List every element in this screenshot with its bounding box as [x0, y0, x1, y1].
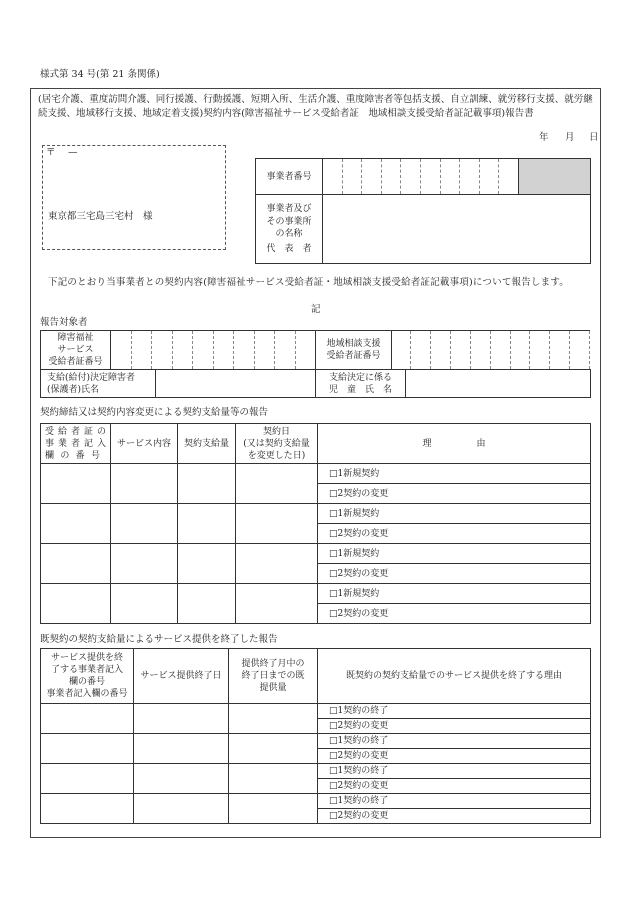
business-number-shaded-cell	[518, 159, 590, 195]
contract-amount-cell	[178, 544, 236, 584]
date-month-label: 月	[565, 132, 575, 143]
termination-cert-number-cell	[41, 734, 134, 764]
termination-report-heading: 既契約の契約支給量によるサービス提供を終了した報告	[40, 634, 278, 645]
table-row	[41, 704, 591, 719]
termination-cert-number-header	[41, 649, 134, 704]
regional-cert-digit-cell	[431, 331, 451, 370]
service-end-date-cell	[134, 734, 229, 764]
cert-number-cell	[41, 464, 111, 504]
contract-end-option: □1契約の終了	[318, 794, 591, 809]
welfare-cert-digit-cell	[295, 331, 316, 370]
business-name-label-line: の名称	[275, 229, 303, 239]
contract-date-header-line: (又は契約支給量	[243, 438, 310, 449]
business-number-digit-cell	[342, 159, 362, 195]
new-contract-option: □1新規契約	[318, 584, 591, 604]
business-name-row	[256, 195, 591, 264]
table-row	[41, 464, 591, 484]
contract-end-option: □1契約の終了	[318, 764, 591, 779]
contract-amount-cell	[178, 504, 236, 544]
contract-date-header-line: を変更した日)	[247, 450, 306, 461]
child-label-line: 児 童 氏 名	[328, 384, 392, 395]
regional-cert-digit-cell	[451, 331, 471, 370]
welfare-cert-label-line: 障害福祉	[57, 333, 94, 343]
welfare-cert-label-line: サービス	[57, 345, 94, 355]
table-row	[41, 331, 590, 370]
business-number-digit-cell	[381, 159, 401, 195]
decision-holder-label-line: 支給(給付)決定障害者	[47, 372, 136, 383]
regional-support-cert-number-label	[316, 331, 391, 370]
business-number-digit-cell	[323, 159, 343, 195]
regional-cert-digit-cell	[510, 331, 530, 370]
service-content-header: サービス内容	[111, 424, 178, 464]
business-name-label-line: 事業者及び	[266, 204, 312, 214]
contract-date-cell	[236, 504, 318, 544]
contract-change-option: □2契約の変更	[318, 564, 591, 584]
service-end-date-header: サービス提供終了日	[134, 649, 229, 704]
contract-report-table	[40, 423, 591, 624]
business-name-label-line: その事業所	[266, 216, 312, 227]
welfare-cert-digit-cell	[111, 331, 132, 370]
termination-cert-number-cell	[41, 794, 134, 824]
business-number-digit-cell	[479, 159, 499, 195]
child-label-line: 支給決定に係る	[328, 372, 392, 383]
contract-end-option: □1契約の終了	[318, 734, 591, 749]
service-content-cell	[111, 504, 178, 544]
cert-number-header-line: 事業者記入	[45, 438, 106, 449]
business-number-digit-cell	[401, 159, 421, 195]
table-row	[41, 764, 591, 779]
cert-number-header	[41, 424, 111, 464]
termination-cert-header-line: 欄の番号	[68, 677, 105, 687]
decision-holder-label-line: (保護者)氏名	[47, 384, 100, 395]
table-row	[41, 544, 591, 564]
cert-number-header-line: 受給者証の	[45, 426, 106, 437]
child-name-label	[316, 370, 406, 398]
contract-change-option: □2契約の変更	[318, 779, 591, 794]
table-row	[41, 504, 591, 524]
table-row	[41, 794, 591, 809]
business-number-digit-cell	[499, 159, 519, 195]
service-content-cell	[111, 544, 178, 584]
form-title	[38, 93, 593, 121]
regional-cert-digit-cell	[411, 331, 431, 370]
contract-change-option: □2契約の変更	[318, 809, 591, 824]
business-number-row	[256, 159, 591, 195]
postal-mark: 〒	[46, 147, 56, 158]
welfare-cert-digit-cell	[152, 331, 173, 370]
address-recipient: 東京都三宅島三宅村 様	[48, 211, 153, 222]
provided-amount-cell	[229, 734, 318, 764]
business-name-label	[256, 195, 323, 264]
cert-number-cell	[41, 544, 111, 584]
service-content-cell	[111, 464, 178, 504]
welfare-cert-digit-cell	[275, 331, 296, 370]
new-contract-option: □1新規契約	[318, 504, 591, 524]
welfare-cert-digit-cell	[213, 331, 234, 370]
table-header-row	[41, 649, 591, 704]
welfare-cert-digit-cell	[193, 331, 214, 370]
contract-end-option: □1契約の終了	[318, 704, 591, 719]
business-number-digit-cell	[440, 159, 460, 195]
table-header-row	[41, 424, 591, 464]
provided-amount-cell	[229, 704, 318, 734]
service-end-date-cell	[134, 794, 229, 824]
contract-change-option: □2契約の変更	[318, 604, 591, 624]
provided-amount-header-line: 提供量	[259, 683, 287, 693]
contract-date-cell	[236, 584, 318, 624]
contract-change-option: □2契約の変更	[318, 749, 591, 764]
contract-amount-cell	[178, 464, 236, 504]
date-day-label: 日	[589, 132, 599, 143]
form-title-line-2: 続支援、地域移行支援、地域定着支援)契約内容(障害福祉サービス受給者証 地域相談支援受給者証記載事項)報告書	[38, 108, 534, 119]
service-content-cell	[111, 584, 178, 624]
contract-date-header	[236, 424, 318, 464]
contract-amount-header: 契約支給量	[178, 424, 236, 464]
ki-heading: 記	[311, 304, 321, 315]
regional-cert-digit-cell	[391, 331, 411, 370]
business-info-table	[255, 158, 591, 264]
date-year-label: 年	[539, 132, 549, 143]
contract-change-option: □2契約の変更	[318, 524, 591, 544]
welfare-service-cert-number-label	[41, 331, 111, 370]
regional-cert-digit-cell	[570, 331, 590, 370]
new-contract-option: □1新規契約	[318, 464, 591, 484]
regional-cert-digit-cell	[550, 331, 570, 370]
welfare-cert-digit-cell	[172, 331, 193, 370]
contract-date-header-line: 契約日	[262, 426, 290, 437]
report-target-cert-table	[40, 330, 590, 370]
regional-cert-label-line: 地域相談支援	[326, 339, 381, 349]
address-box	[42, 145, 226, 250]
cert-number-cell	[41, 584, 111, 624]
termination-cert-number-cell	[41, 704, 134, 734]
report-target-heading: 報告対象者	[40, 317, 88, 328]
business-number-digit-cell	[420, 159, 440, 195]
business-number-label: 事業者番号	[256, 159, 323, 195]
contract-change-option: □2契約の変更	[318, 719, 591, 734]
welfare-cert-digit-cell	[254, 331, 275, 370]
service-end-date-cell	[134, 764, 229, 794]
contract-date-cell	[236, 544, 318, 584]
business-name-representative-field	[323, 195, 591, 264]
welfare-cert-digit-cell	[131, 331, 152, 370]
regional-cert-digit-cell	[530, 331, 550, 370]
regional-cert-label-line: 受給者証番号	[326, 351, 381, 361]
contract-amount-cell	[178, 584, 236, 624]
decision-holder-name-label	[41, 370, 156, 398]
termination-cert-header-line: 了する事業者記入	[50, 665, 123, 675]
report-target-name-table	[40, 369, 591, 398]
contract-date-cell	[236, 464, 318, 504]
business-number-digit-cell	[362, 159, 382, 195]
table-row	[41, 734, 591, 749]
termination-cert-header-line: 事業者記入欄の番号	[46, 689, 128, 699]
termination-reason-header: 既契約の契約支給量でのサービス提供を終了する理由	[318, 649, 591, 704]
decision-holder-name-field	[156, 370, 316, 398]
form-title-line-1: (居宅介護、重度訪問介護、同行援護、行動援護、短期入所、生活介護、重度障害者等包括支援、自立訓練、就労移行支援、就労継	[38, 94, 593, 105]
contract-report-heading: 契約締結又は契約内容変更による契約支給量等の報告	[40, 407, 269, 418]
business-number-digit-cell	[460, 159, 480, 195]
table-row	[41, 584, 591, 604]
business-name-label-line: 代 表 者	[266, 243, 312, 254]
contract-change-option: □2契約の変更	[318, 484, 591, 504]
provided-amount-cell	[229, 764, 318, 794]
termination-cert-header-line: サービス提供を終	[50, 653, 123, 663]
cert-number-cell	[41, 504, 111, 544]
cert-number-header-line: 欄の番号	[45, 450, 100, 461]
provided-amount-header-line: 提供終了月中の	[241, 659, 305, 669]
table-row	[41, 370, 591, 398]
report-notice: 下記のとおり当事業者との契約内容(障害福祉サービス受給者証・地域相談支援受給者証記載事項)について報告します。	[48, 277, 569, 288]
provided-amount-cell	[229, 794, 318, 824]
regional-cert-digit-cell	[470, 331, 490, 370]
welfare-cert-digit-cell	[234, 331, 255, 370]
provided-amount-header	[229, 649, 318, 704]
provided-amount-header-line: 終了日までの既	[241, 671, 305, 681]
welfare-cert-label-line: 受給者証番号	[48, 357, 103, 367]
regional-cert-digit-cell	[490, 331, 510, 370]
child-name-field	[406, 370, 591, 398]
new-contract-option: □1新規契約	[318, 544, 591, 564]
form-number: 様式第 34 号(第 21 条関係)	[40, 69, 160, 80]
reason-header: 理 由	[318, 424, 591, 464]
postal-code-dash: —	[68, 147, 78, 158]
service-end-date-cell	[134, 704, 229, 734]
termination-report-table	[40, 648, 591, 824]
termination-cert-number-cell	[41, 764, 134, 794]
